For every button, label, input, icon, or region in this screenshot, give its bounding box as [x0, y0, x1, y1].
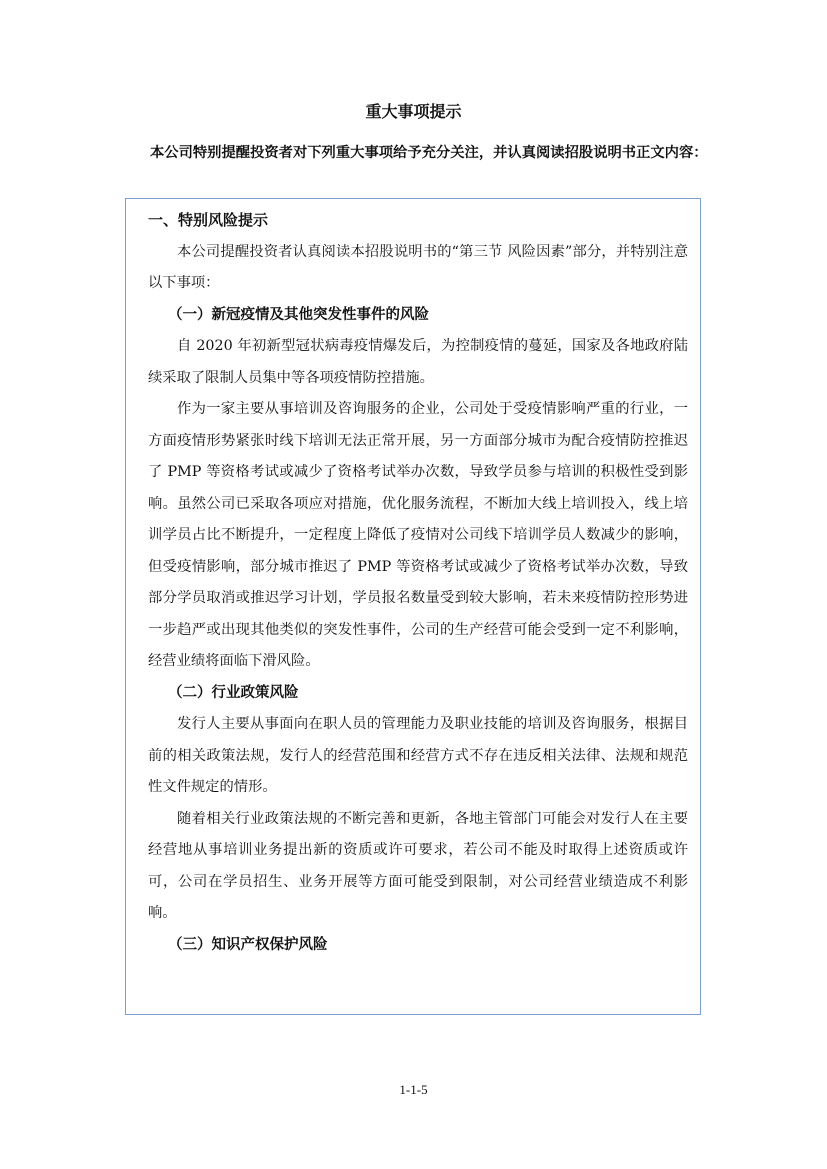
risk-epidemic-paragraph-2: 作为一家主要从事培训及咨询服务的企业，公司处于受疫情影响严重的行业，一方面疫情形势紧张时线下培训无法正常开展，另一方面部分城市为配合疫情防控推迟了 PMP 等资格考试或减少了资格考试举办次数，导致学员参与培训的积极性受到影响。虽然公司已采取各项应对措施，优化服务流程，不断加大线上培训投入，线上培训学员占比不断提升，一定程度上降低了疫情对公司线下培训学员人数减少的影响，但受疫情影响，部分城市推迟了 PMP 等资格考试或减少了资格考试举办次数，导致部分学员取消或推迟学习计划，学员报名数量受到较大影响，若未来疫情防控形势进一步趋严或出现其他类似的突发性事件，公司的生产经营可能会受到一定不利影响，经营业绩将面临下滑风险。 [148, 401, 688, 669]
page-number: 1-1-5 [399, 1082, 428, 1097]
risk-box [125, 198, 701, 1015]
page-title: 重大事项提示 [365, 102, 462, 121]
risk-epidemic-paragraph-1: 自 2020 年初新型冠状病毒疫情爆发后，为控制疫情的蔓延，国家及各地政府陆续采取了限制人员集中等各项疫情防控措施。 [148, 338, 688, 386]
risk-policy-paragraph-2: 随着相关行业政策法规的不断完善和更新，各地主管部门可能会对发行人在主要经营地从事培训业务提出新的资质或许可要求，若公司不能及时取得上述资质或许可，公司在学员招生、业务开展等方面可能受到限制，对公司经营业绩造成不利影响。 [148, 810, 688, 921]
section-lead-paragraph: 本公司提醒投资者认真阅读本招股说明书的“第三节 风险因素”部分，并特别注意以下事项： [148, 243, 688, 291]
risk-heading-policy: （二）行业政策风险 [168, 684, 299, 701]
risk-heading-epidemic: （一）新冠疫情及其他突发性事件的风险 [168, 306, 429, 323]
risk-box-content [148, 205, 688, 961]
intro-notice: 本公司特别提醒投资者对下列重大事项给予充分关注，并认真阅读招股说明书正文内容： [150, 145, 708, 161]
risk-heading-ip: （三）知识产权保护风险 [168, 936, 328, 953]
risk-policy-paragraph-1: 发行人主要从事面向在职人员的管理能力及职业技能的培训及咨询服务，根据目前的相关政策法规，发行人的经营范围和经营方式不存在违反相关法律、法规和规范性文件规定的情形。 [148, 716, 688, 795]
section-heading-special-risk: 一、特别风险提示 [148, 211, 269, 229]
